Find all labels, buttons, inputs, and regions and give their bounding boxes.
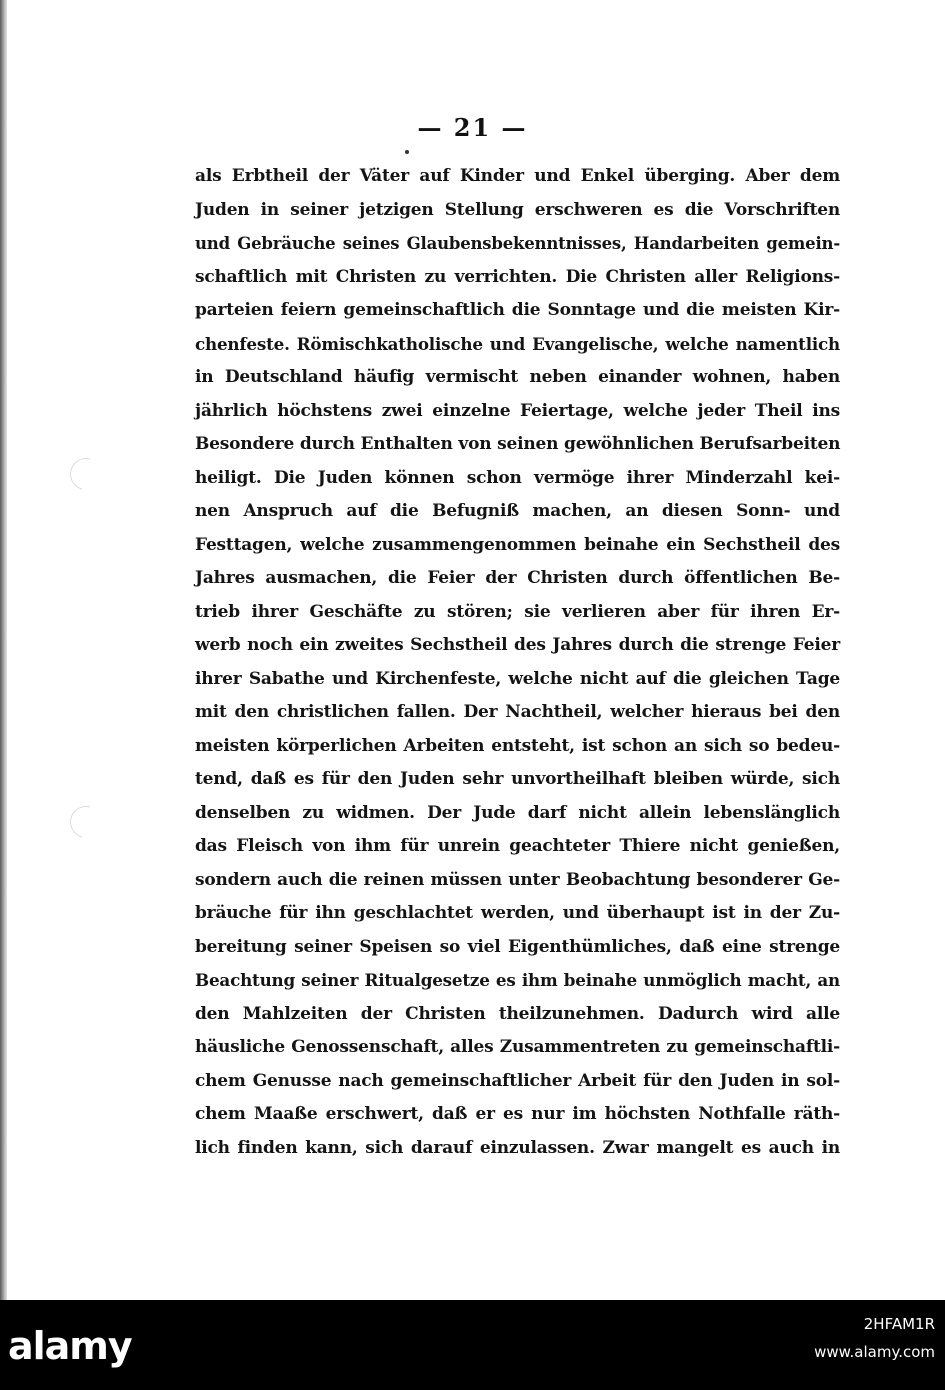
- text-line: chem Maaße erschwert, daß er es nur im höchsten Nothfalle räth-: [195, 1104, 840, 1124]
- text-line: in Deutschland häufig vermischt neben einander wohnen, haben: [195, 367, 840, 387]
- text-line: Beachtung seiner Ritualgesetze es ihm beinahe unmöglich macht, an: [195, 970, 840, 990]
- watermark-footer-bar: [0, 1300, 945, 1390]
- alamy-logo: alamy: [8, 1324, 132, 1368]
- text-line: ihrer Sabathe und Kirchenfeste, welche nicht auf die gleichen Tage: [195, 668, 840, 689]
- text-line: Besondere durch Enthalten von seinen gewöhnlichen Berufsarbeiten: [195, 434, 841, 454]
- punch-hole-mark: [64, 800, 108, 844]
- text-line: sondern auch die reinen müssen unter Beobachtung besonderer Ge-: [195, 869, 840, 890]
- text-line: parteien feiern gemeinschaftlich die Sonntage und die meisten Kir-: [195, 300, 840, 320]
- text-line: häusliche Genossenschaft, alles Zusammentreten zu gemeinschaftli-: [195, 1037, 840, 1057]
- text-line: chem Genusse nach gemeinschaftlicher Arbeit für den Juden in sol-: [195, 1070, 840, 1091]
- text-line: denselben zu widmen. Der Jude darf nicht allein lebenslänglich: [195, 802, 840, 823]
- text-line: lich finden kann, sich darauf einzulassen. Zwar mangelt es auch in: [195, 1137, 840, 1158]
- text-line: mit den christlichen fallen. Der Nachtheil, welcher hieraus bei den: [195, 702, 840, 722]
- text-line: heiligt. Die Juden können schon vermöge ihrer Minderzahl kei-: [195, 467, 840, 488]
- body-text: [195, 160, 840, 1165]
- text-line: Festtagen, welche zusammengenommen beinahe ein Sechstheil des: [195, 534, 840, 555]
- ink-dot: [405, 150, 409, 154]
- text-line: meisten körperlichen Arbeiten entsteht, ist schon an sich so bedeu-: [195, 735, 840, 756]
- text-line: nen Anspruch auf die Befugniß machen, an diesen Sonn- und: [195, 501, 840, 521]
- text-line: werb noch ein zweites Sechstheil des Jahres durch die strenge Feier: [195, 635, 840, 655]
- text-line: Juden in seiner jetzigen Stellung erschweren es die Vorschriften: [195, 199, 840, 220]
- text-line: und Gebräuche seines Glaubensbekenntnisses, Handarbeiten gemein-: [195, 234, 840, 253]
- text-line: trieb ihrer Geschäfte zu stören; sie verlieren aber für ihren Er-: [195, 601, 840, 622]
- page-number: — 21 —: [417, 113, 528, 142]
- text-line: tend, daß es für den Juden sehr unvortheilhaft bleiben würde, sich: [195, 769, 840, 789]
- text-line: chenfeste. Römischkatholische und Evangelische, welche namentlich: [195, 333, 840, 354]
- text-line: Jahres ausmachen, die Feier der Christen durch öffentlichen Be-: [195, 568, 840, 588]
- text-line: bereitung seiner Speisen so viel Eigenthümliches, daß eine strenge: [195, 936, 840, 957]
- text-line: jährlich höchstens zwei einzelne Feiertage, welche jeder Theil ins: [195, 400, 840, 421]
- text-line: schaftlich mit Christen zu verrichten. Die Christen aller Religions-: [195, 266, 840, 287]
- image-id-label: 2HFAM1R: [863, 1315, 935, 1333]
- text-line: bräuche für ihn geschlachtet werden, und überhaupt ist in der Zu-: [195, 903, 840, 923]
- text-line: als Erbtheil der Väter auf Kinder und Enkel überging. Aber dem: [195, 166, 840, 186]
- text-line: das Fleisch von ihm für unrein geachteter Thiere nicht genießen,: [195, 836, 840, 856]
- text-line: den Mahlzeiten der Christen theilzunehmen. Dadurch wird alle: [195, 1003, 840, 1024]
- punch-hole-mark: [64, 452, 108, 496]
- site-url-label: www.alamy.com: [814, 1343, 935, 1361]
- page-binding-edge: [0, 0, 7, 1300]
